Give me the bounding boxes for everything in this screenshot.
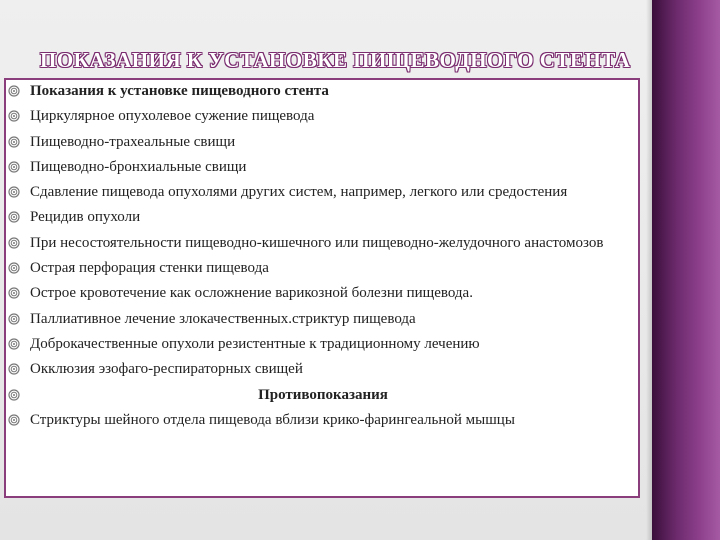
list-item-text: Стриктуры шейного отдела пищевода вблизи крико-фарингеальной мышцы <box>30 411 515 428</box>
list-item-text: Рецидив опухоли <box>30 209 141 226</box>
list-item-text: Пищеводно-трахеальные свищи <box>30 133 236 150</box>
list-item-text: При несостоятельности пищеводно-кишечного или пищеводно-желудочного анастомозов <box>30 234 604 251</box>
slide-title: ПОКАЗАНИЯ К УСТАНОВКЕ ПИЩЕВОДНОГО СТЕНТА <box>40 48 631 72</box>
circle-bullet-icon <box>8 237 20 249</box>
bullet-list <box>0 83 640 437</box>
circle-bullet-icon <box>8 85 20 97</box>
circle-bullet-icon <box>8 262 20 274</box>
list-item-text: Циркулярное опухолевое сужение пищевода <box>30 108 315 125</box>
list-item <box>0 108 640 125</box>
list-item <box>0 387 640 404</box>
list-item <box>0 361 640 378</box>
list-item-text: Показания к установке пищеводного стента <box>30 83 329 99</box>
circle-bullet-icon <box>8 313 20 325</box>
list-item <box>0 83 640 100</box>
circle-bullet-icon <box>8 161 20 173</box>
list-item <box>0 235 640 252</box>
list-item <box>0 285 640 302</box>
list-item-text: Острая перфорация стенки пищевода <box>30 260 269 277</box>
list-item-text: Противопоказания <box>258 386 388 403</box>
circle-bullet-icon <box>8 414 20 426</box>
circle-bullet-icon <box>8 211 20 223</box>
list-item-text: Сдавление пищевода опухолями других систем, например, легкого или средостения <box>30 184 568 201</box>
circle-bullet-icon <box>8 110 20 122</box>
circle-bullet-icon <box>8 287 20 299</box>
list-item-text: Паллиативное лечение злокачественных.стриктур пищевода <box>30 310 416 327</box>
list-item <box>0 336 640 353</box>
list-item <box>0 209 640 226</box>
circle-bullet-icon <box>8 363 20 375</box>
list-item <box>0 412 640 429</box>
list-item-text: Пищеводно-бронхиальные свищи <box>30 158 247 175</box>
circle-bullet-icon <box>8 389 20 401</box>
list-item <box>0 311 640 328</box>
list-item <box>0 134 640 151</box>
circle-bullet-icon <box>8 338 20 350</box>
list-item-text: Окклюзия эзофаго-респираторных свищей <box>30 361 303 378</box>
list-item-text: Доброкачественные опухоли резистентные к традиционному лечению <box>30 335 480 352</box>
circle-bullet-icon <box>8 136 20 148</box>
list-item-text: Острое кровотечение как осложнение варикозной болезни пищевода. <box>30 285 473 302</box>
decorative-purple-band <box>652 0 720 540</box>
list-item <box>0 184 640 201</box>
list-item <box>0 260 640 277</box>
circle-bullet-icon <box>8 186 20 198</box>
list-item <box>0 159 640 176</box>
